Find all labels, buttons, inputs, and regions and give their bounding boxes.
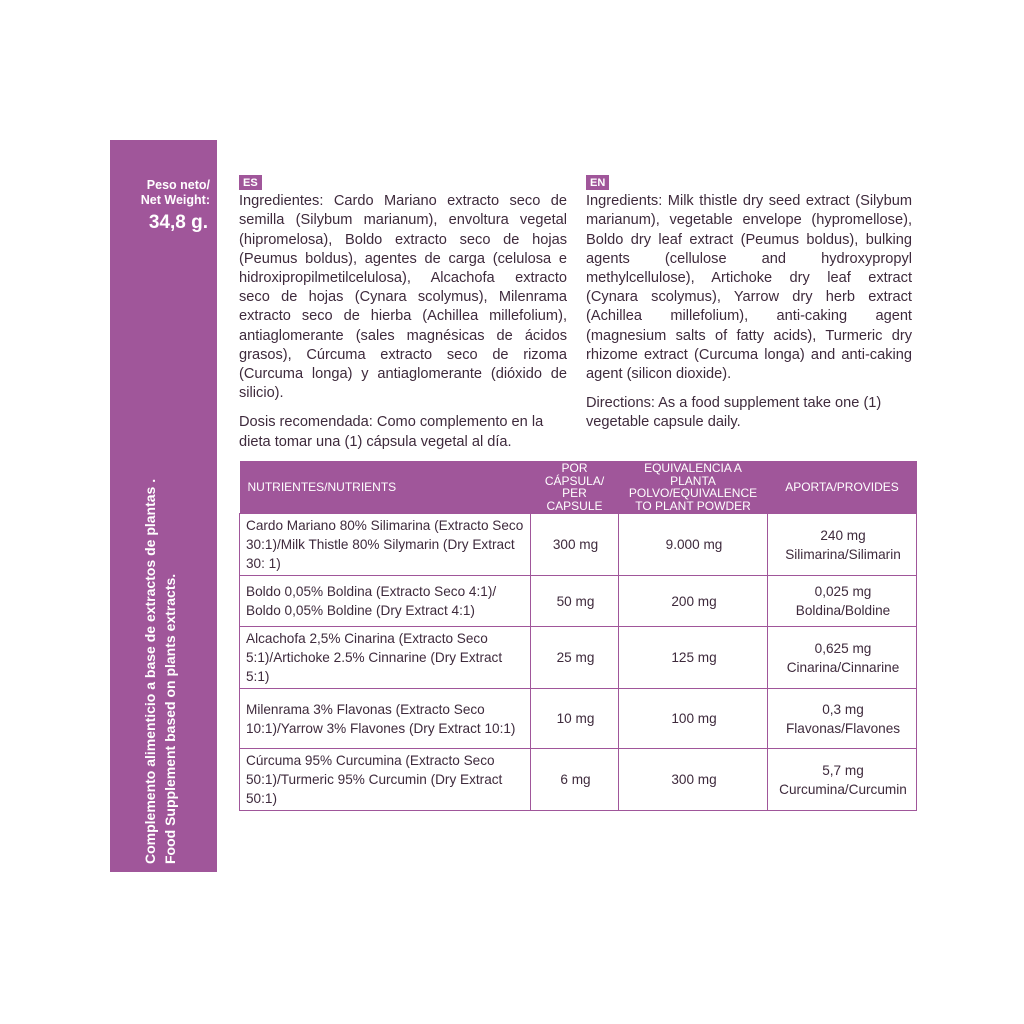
header-equivalence: EQUIVALENCIA A PLANTA POLVO/EQUIVALENCE TO PLANT POWDER: [619, 461, 768, 514]
per-capsule-value: 10 mg: [531, 689, 619, 749]
table-row: [240, 689, 917, 749]
equivalence-value: 9.000 mg: [619, 514, 768, 576]
provides-amount: 5,7 mg: [822, 762, 864, 778]
net-weight-label-es: Peso neto/: [146, 178, 210, 192]
provides-name: Cinarina/Cinnarine: [786, 659, 900, 675]
provides-cell: [768, 576, 917, 627]
product-description-es: Complemento alimenticio a base de extractos de plantas .: [142, 478, 158, 864]
table-row: [240, 514, 917, 576]
nutrient-name: Cúrcuma 95% Curcumina (Extracto Seco 50:1)/Turmeric 95% Curcumin (Dry Extract 50:1): [240, 749, 531, 811]
dosage-es: Dosis recomendada: Como complemento en la dieta tomar una (1) cápsula vegetal al día.: [239, 414, 544, 450]
lang-badge-es: ES: [239, 175, 262, 190]
provides-amount: 240 mg: [820, 527, 866, 543]
provides-amount: 0,025 mg: [814, 584, 872, 599]
header-provides: APORTA/PROVIDES: [768, 461, 917, 514]
table-row: [240, 576, 917, 627]
provides-name: Boldina/Boldine: [795, 603, 891, 618]
table-row: [240, 627, 917, 689]
net-weight-label: [120, 178, 210, 208]
product-description-en: Food Supplement based on plants extracts.: [162, 573, 178, 864]
provides-name: Curcumina/Curcumin: [779, 781, 907, 797]
ingredients-en: Ingredients: Milk thistle dry seed extract (Silybum marianum), vegetable envelope (hypromellose), Boldo dry leaf extract (Peumus boldus), bulking agents (cellulose and hydroxypropyl methylcellulose), Artichoke dry leaf extract (Cynara scolymus), Yarrow dry herb extract (Achillea millefolium), anti-caking agent (magnesium salts of fatty acids), Turmeric dry rhizome extract (Curcuma longa) and anti-caking agent (silicon dioxide).: [586, 193, 912, 383]
provides-name: Silimarina/Silimarin: [785, 546, 901, 562]
provides-amount: 0,3 mg: [822, 701, 864, 717]
table-row: [240, 749, 917, 811]
nutrition-table: [239, 461, 917, 811]
nutrient-name: Alcachofa 2,5% Cinarina (Extracto Seco 5:1)/Artichoke 2.5% Cinnarine (Dry Extract 5:1): [240, 627, 531, 689]
net-weight-value: 34,8 g.: [148, 212, 208, 233]
provides-cell: [768, 689, 917, 749]
directions-en: Directions: As a food supplement take one (1) vegetable capsule daily.: [586, 395, 882, 431]
product-description-vertical: [140, 479, 180, 864]
equivalence-value: 125 mg: [619, 627, 768, 689]
nutrient-name: Milenrama 3% Flavonas (Extracto Seco 10:1)/Yarrow 3% Flavones (Dry Extract 10:1): [240, 689, 531, 749]
per-capsule-value: 50 mg: [531, 576, 619, 627]
equivalence-value: 200 mg: [619, 576, 768, 627]
provides-name: Flavonas/Flavones: [785, 720, 901, 736]
nutrient-name: Cardo Mariano 80% Silimarina (Extracto Seco 30:1)/Milk Thistle 80% Silymarin (Dry Extract 30: 1): [240, 514, 531, 576]
header-per-capsule: POR CÁPSULA/ PER CAPSULE: [531, 461, 619, 514]
provides-amount: 0,625 mg: [814, 640, 872, 656]
per-capsule-value: 300 mg: [531, 514, 619, 576]
provides-cell: [768, 749, 917, 811]
spanish-column: [239, 173, 567, 452]
per-capsule-value: 25 mg: [531, 627, 619, 689]
net-weight-label-en: Net Weight:: [140, 193, 210, 207]
table-header-row: [240, 461, 917, 514]
nutrient-name: Boldo 0,05% Boldina (Extracto Seco 4:1)/ Boldo 0,05% Boldine (Dry Extract 4:1): [240, 576, 531, 627]
side-band: [110, 140, 217, 872]
equivalence-value: 300 mg: [619, 749, 768, 811]
ingredients-es: Ingredientes: Cardo Mariano extracto seco de semilla (Silybum marianum), envoltura vegetal (hipromelosa), Boldo extracto seco de hojas (Peumus boldus), agentes de carga (celulosa e hidroxipropilmetilcelulosa), Alcachofa extracto seco de hojas (Cynara scolymus), Milenrama extracto seco de hierba (Achillea millefolium), antiaglomerante (sales magnésicas de ácidos grasos), Cúrcuma extracto seco de rizoma (Curcuma longa) y antiaglomerante (dióxido de silicio).: [239, 193, 567, 402]
english-column: [586, 173, 912, 433]
per-capsule-value: 6 mg: [531, 749, 619, 811]
provides-cell: [768, 627, 917, 689]
equivalence-value: 100 mg: [619, 689, 768, 749]
lang-badge-en: EN: [586, 175, 609, 190]
header-nutrients: NUTRIENTES/NUTRIENTS: [240, 461, 531, 514]
provides-cell: [768, 514, 917, 576]
